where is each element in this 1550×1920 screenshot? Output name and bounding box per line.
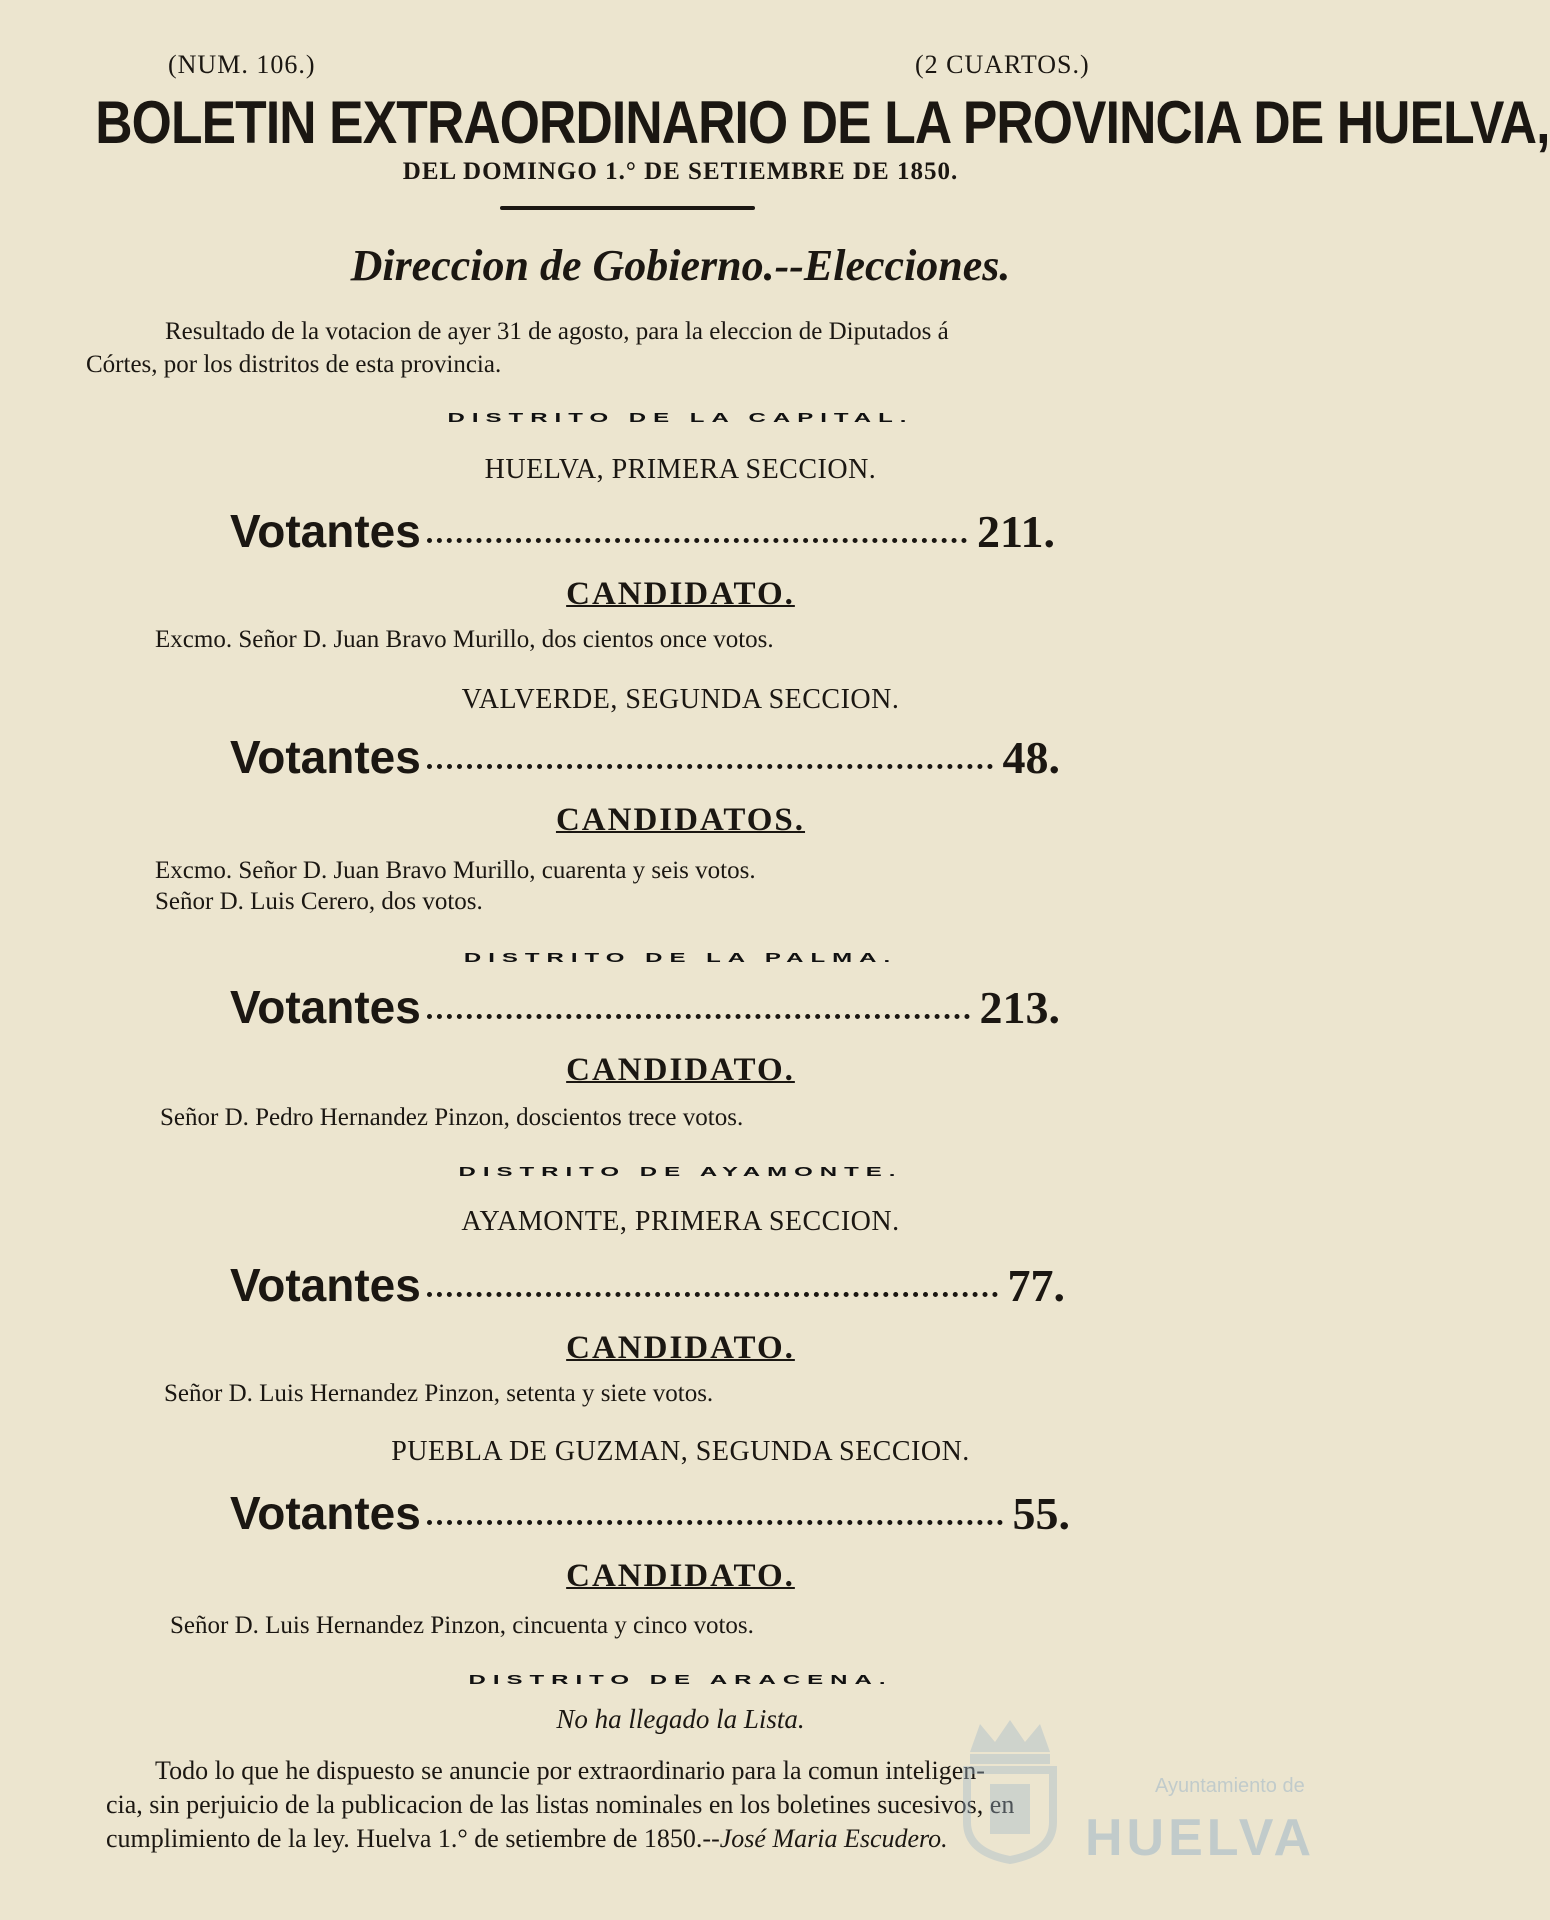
district-heading-ayamonte: DISTRITO DE AYAMONTE. xyxy=(458,1164,903,1180)
candidates-heading: CANDIDATOS. xyxy=(555,802,806,838)
candidate-line: Excmo. Señor D. Juan Bravo Murillo, dos cientos once votos. xyxy=(155,626,774,653)
candidate-line: Señor D. Pedro Hernandez Pinzon, doscientos trece votos. xyxy=(160,1104,744,1131)
watermark-caption: Ayuntamiento de xyxy=(1155,1775,1305,1797)
masthead-title: BOLETIN EXTRAORDINARIO DE LA PROVINCIA DE HUELVA, xyxy=(95,89,1550,156)
candidate-line: Señor D. Luis Hernandez Pinzon, setenta y siete votos. xyxy=(164,1380,714,1407)
issue-price: (2 CUARTOS.) xyxy=(915,50,1090,79)
watermark-title: HUELVA xyxy=(1085,1809,1316,1867)
signature: José Maria Escudero. xyxy=(719,1824,948,1853)
section-puebla-de-guzman: PUEBLA DE GUZMAN, SEGUNDA SECCION. xyxy=(391,1436,970,1467)
leader-dots xyxy=(427,538,967,543)
votantes-count: 211. xyxy=(977,506,1055,557)
votantes-count: 77. xyxy=(1007,1260,1065,1311)
leader-dots xyxy=(427,1520,1003,1525)
candidate-line: Señor D. Luis Hernandez Pinzon, cincuenta y cinco votos. xyxy=(170,1612,754,1639)
votantes-row-huelva xyxy=(230,504,1055,560)
leader-dots xyxy=(427,1292,998,1297)
leader-dots xyxy=(427,1014,970,1019)
district-heading-palma: DISTRITO DE LA PALMA. xyxy=(463,950,898,966)
candidates-heading: CANDIDATO. xyxy=(566,576,795,612)
candidates-heading: CANDIDATO. xyxy=(566,1330,795,1366)
aracena-note: No ha llegado la Lista. xyxy=(556,1704,805,1734)
closing-line-3 xyxy=(106,1822,948,1856)
closing-line-1: Todo lo que he dispuesto se anuncie por extraordinario para la comun inteligen- xyxy=(155,1756,985,1785)
votantes-label: Votantes xyxy=(230,1259,421,1311)
candidates-heading: CANDIDATO. xyxy=(566,1558,795,1594)
votantes-label: Votantes xyxy=(230,1487,421,1539)
votantes-label: Votantes xyxy=(230,981,421,1033)
district-heading-capital: DISTRITO DE LA CAPITAL. xyxy=(447,410,914,426)
masthead-divider xyxy=(500,206,755,210)
intro-line-1: Resultado de la votacion de ayer 31 de agosto, para la eleccion de Diputados á xyxy=(165,318,949,345)
section-huelva: HUELVA, PRIMERA SECCION. xyxy=(484,454,877,485)
votantes-row-palma xyxy=(230,980,1060,1036)
intro-line-2: Córtes, por los distritos de esta provincia. xyxy=(86,351,502,378)
votantes-count: 213. xyxy=(979,982,1060,1033)
candidate-line: Excmo. Señor D. Juan Bravo Murillo, cuarenta y seis votos. xyxy=(155,857,756,884)
votantes-label: Votantes xyxy=(230,505,421,557)
votantes-count: 48. xyxy=(1002,732,1060,783)
leader-dots xyxy=(427,764,993,769)
votantes-count: 55. xyxy=(1012,1488,1070,1539)
masthead-date: DEL DOMINGO 1.° DE SETIEMBRE DE 1850. xyxy=(402,158,959,185)
votantes-row-ayamonte xyxy=(230,1258,1065,1314)
candidates-heading: CANDIDATO. xyxy=(566,1052,795,1088)
crown-shield-icon xyxy=(955,1712,1065,1862)
votantes-row-valverde xyxy=(230,730,1060,786)
section-ayamonte: AYAMONTE, PRIMERA SECCION. xyxy=(461,1206,900,1237)
issue-number: (NUM. 106.) xyxy=(168,50,316,79)
closing-line-2: cia, sin perjuicio de la publicacion de las listas nominales en los boletines sucesivos, en xyxy=(106,1790,1015,1819)
votantes-row-puebla xyxy=(230,1486,1070,1542)
district-heading-aracena: DISTRITO DE ARACENA. xyxy=(468,1672,893,1688)
votantes-label: Votantes xyxy=(230,731,421,783)
section-title: Direccion de Gobierno.--Elecciones. xyxy=(350,241,1011,290)
section-valverde: VALVERDE, SEGUNDA SECCION. xyxy=(461,684,900,715)
candidate-line: Señor D. Luis Cerero, dos votos. xyxy=(155,888,483,915)
closing-text: cumplimiento de la ley. Huelva 1.° de setiembre de 1850.-- xyxy=(106,1824,720,1853)
